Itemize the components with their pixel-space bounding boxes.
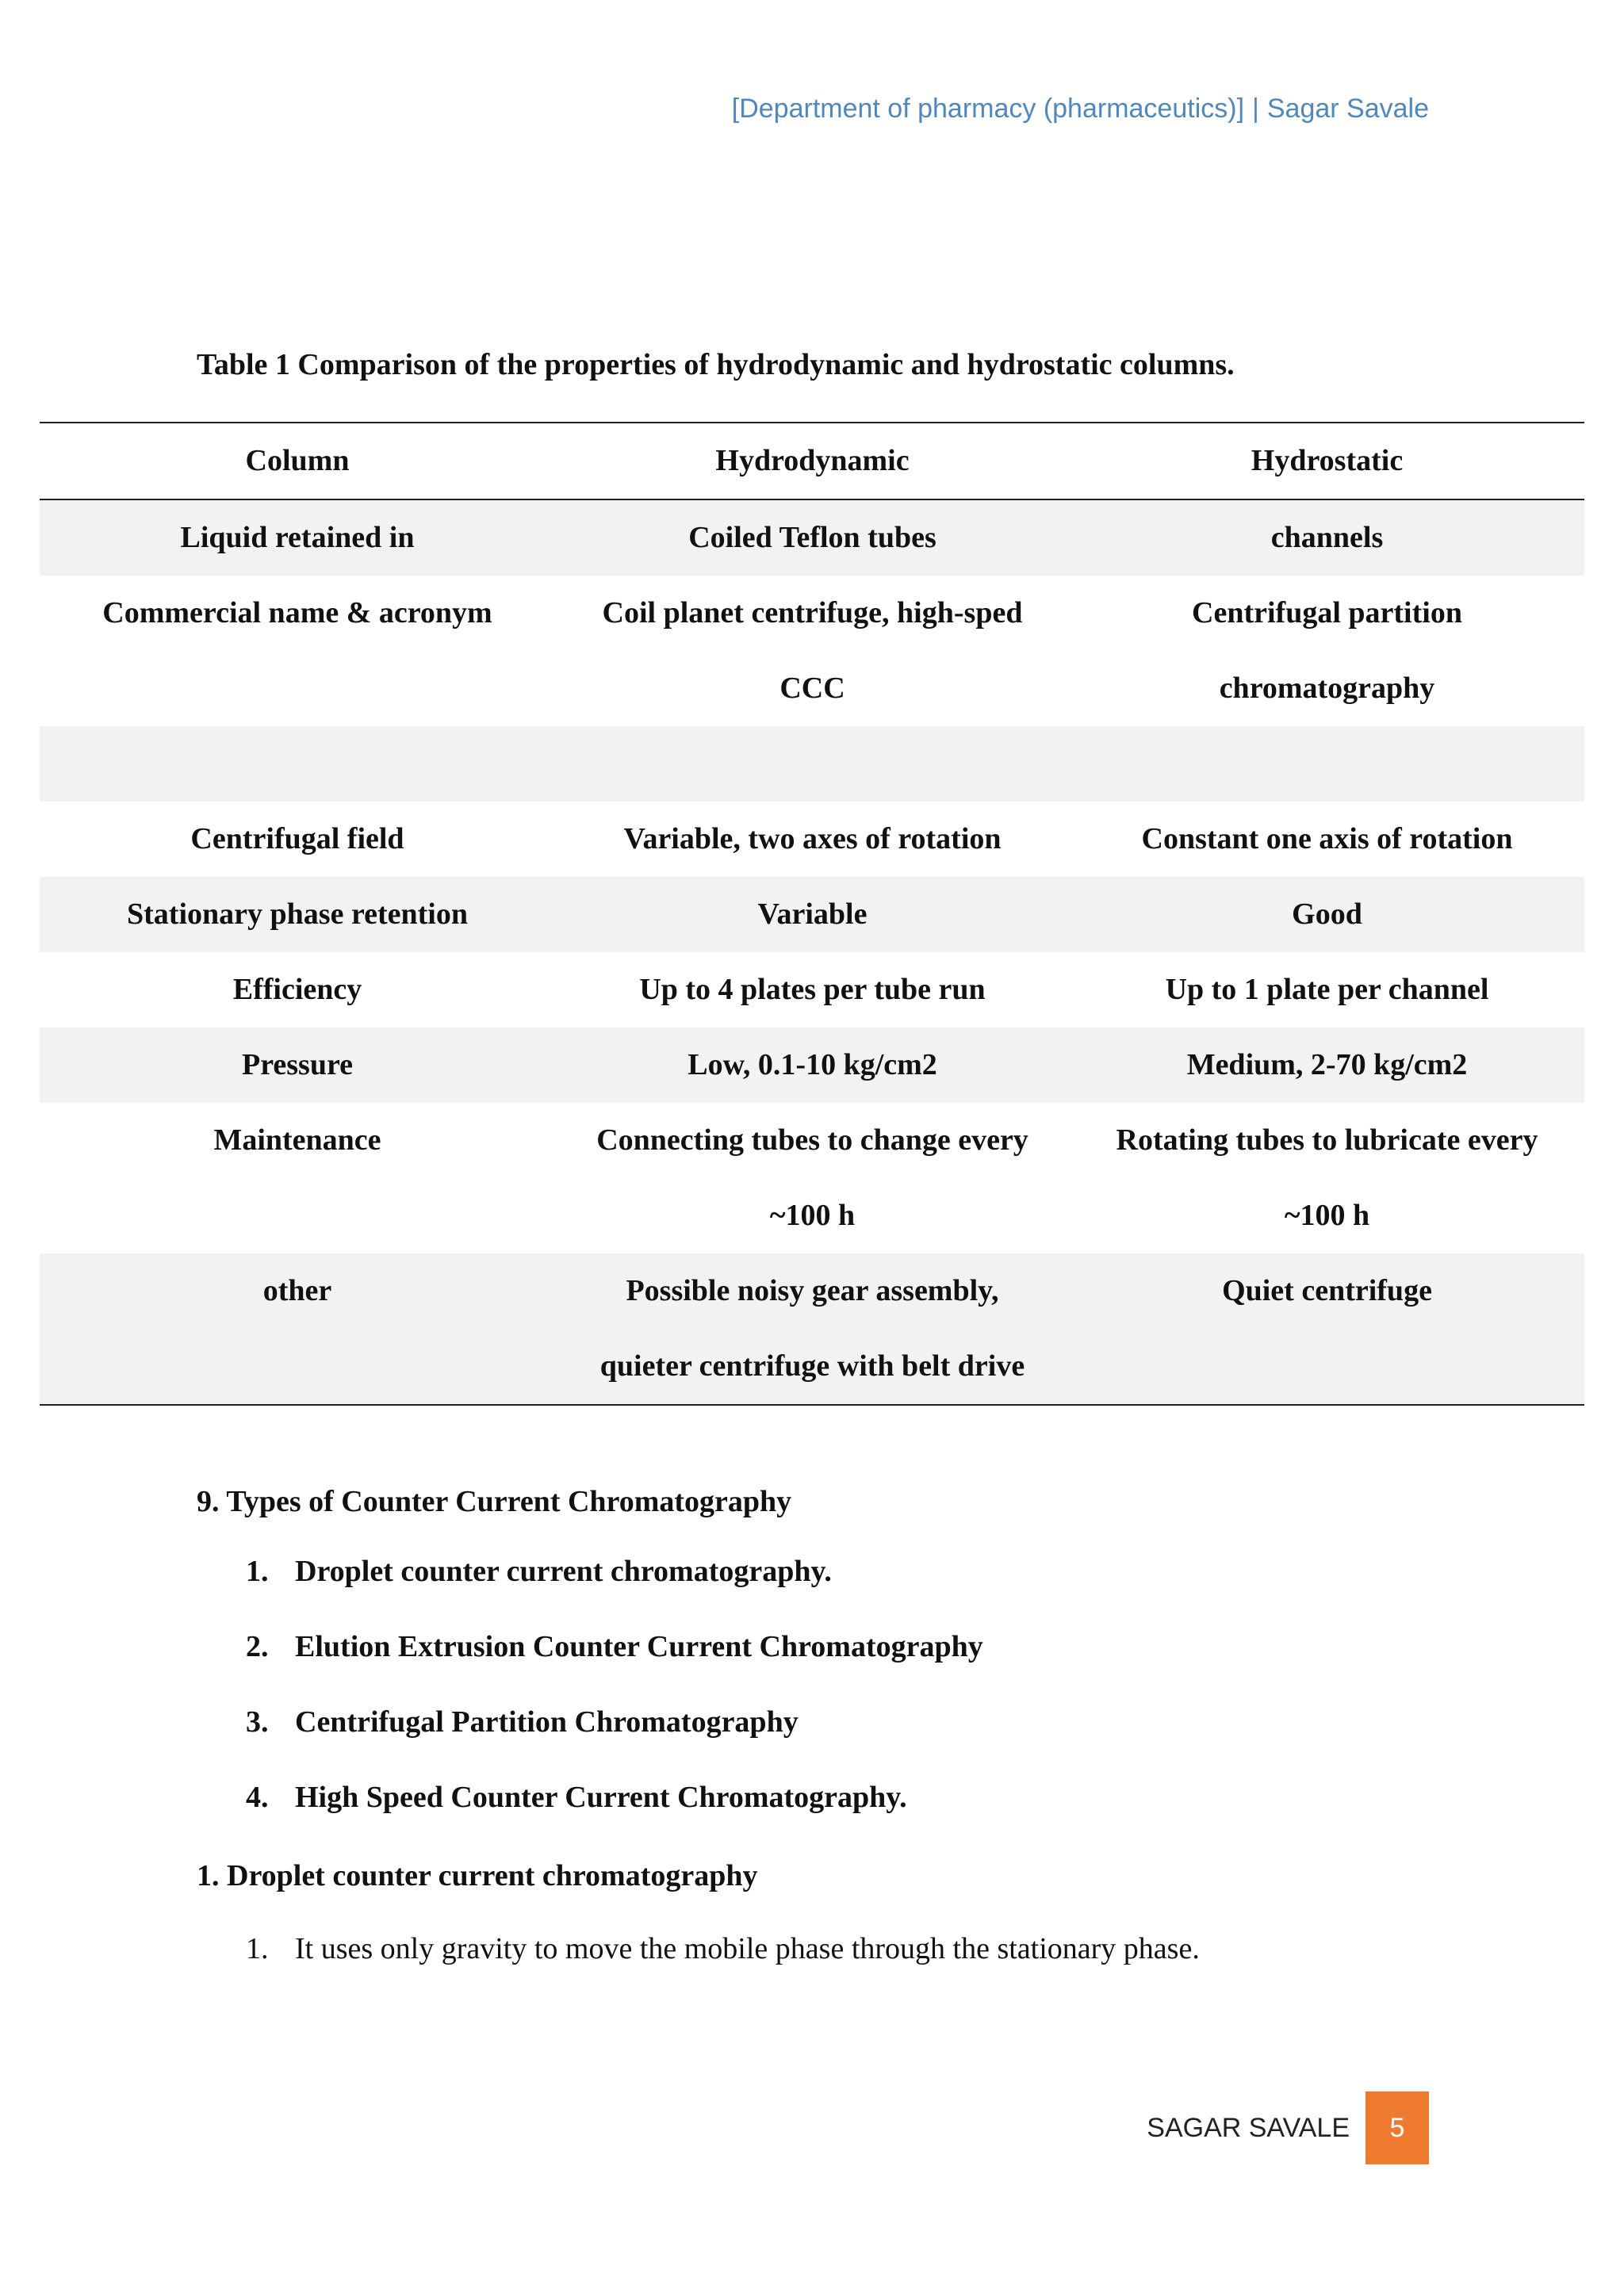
hydrostatic-cell: Up to 1 plate per channel [1165,973,1489,1006]
table-row [40,576,1584,726]
hydrodynamic-cell [555,726,1070,802]
table-caption: Table 1 Comparison of the properties of hydrodynamic and hydrostatic columns. [197,348,1235,381]
hydrodynamic-cell: Low, 0.1-10 kg/cm2 [688,1048,937,1081]
footer-author: SAGAR SAVALE [1147,2112,1350,2143]
table-header-row [40,423,1584,499]
hydrodynamic-cell: Connecting tubes to change every ~100 h [596,1123,1028,1232]
column-header: Hydrodynamic [715,444,910,477]
hydrodynamic-cell: Variable [757,897,868,931]
row-label: Liquid retained in [180,521,415,554]
column-header: Column [245,444,350,477]
list-item: 1. It uses only gravity to move the mobile phase through the stationary phase. [246,1932,1200,1965]
hydrodynamic-cell: Coiled Teflon tubes [688,521,936,554]
column-header: Hydrostatic [1251,444,1404,477]
row-label: Stationary phase retention [127,897,468,931]
table-row-empty [40,726,1584,802]
row-label: Centrifugal field [190,822,404,855]
page-number-badge: 5 [1365,2091,1429,2164]
row-label: Efficiency [232,973,362,1006]
hydrostatic-cell: Centrifugal partition chromatography [1192,596,1462,705]
table-row [40,802,1584,877]
hydrodynamic-cell: Up to 4 plates per tube run [639,973,986,1006]
points-list [246,1933,1200,1965]
header-author: Sagar Savale [1266,94,1429,124]
hydrostatic-cell: Medium, 2-70 kg/cm2 [1186,1048,1468,1081]
header-department: [Department of pharmacy (pharmaceutics)] [731,94,1245,124]
hydrostatic-cell: Good [1292,897,1362,931]
page-header [732,94,1429,124]
header-separator: | [1252,94,1259,124]
row-label: Commercial name & acronym [102,596,492,629]
hydrostatic-cell [1070,726,1584,802]
list-item: 4. High Speed Counter Current Chromatography. [246,1781,907,1814]
comparison-table [40,422,1584,1406]
page-footer [1147,2091,1429,2164]
table-row [40,952,1584,1027]
list-item: 1. Droplet counter current chromatography. [246,1555,832,1588]
table-row [40,1103,1584,1253]
table-row [40,1253,1584,1405]
types-list [246,1556,983,1857]
table-row [40,1027,1584,1103]
list-item: 2. Elution Extrusion Counter Current Chromatography [246,1630,983,1663]
table-row [40,499,1584,576]
hydrodynamic-cell: Possible noisy gear assembly, quieter centrifuge with belt drive [599,1274,1025,1383]
row-label [40,726,555,802]
section-heading: 9. Types of Counter Current Chromatography [197,1485,792,1518]
hydrostatic-cell: channels [1270,521,1384,554]
table-row [40,877,1584,952]
list-item: 3. Centrifugal Partition Chromatography [246,1705,799,1739]
hydrodynamic-cell: Variable, two axes of rotation [623,822,1002,855]
subsection-heading: 1. Droplet counter current chromatography [197,1859,758,1892]
hydrostatic-cell: Quiet centrifuge [1222,1274,1432,1307]
row-label: other [262,1274,332,1307]
row-label: Pressure [241,1048,353,1081]
row-label: Maintenance [213,1123,381,1157]
hydrostatic-cell: Constant one axis of rotation [1141,822,1513,855]
hydrodynamic-cell: Coil planet centrifuge, high-sped CCC [602,596,1023,705]
hydrostatic-cell: Rotating tubes to lubricate every ~100 h [1116,1123,1538,1232]
